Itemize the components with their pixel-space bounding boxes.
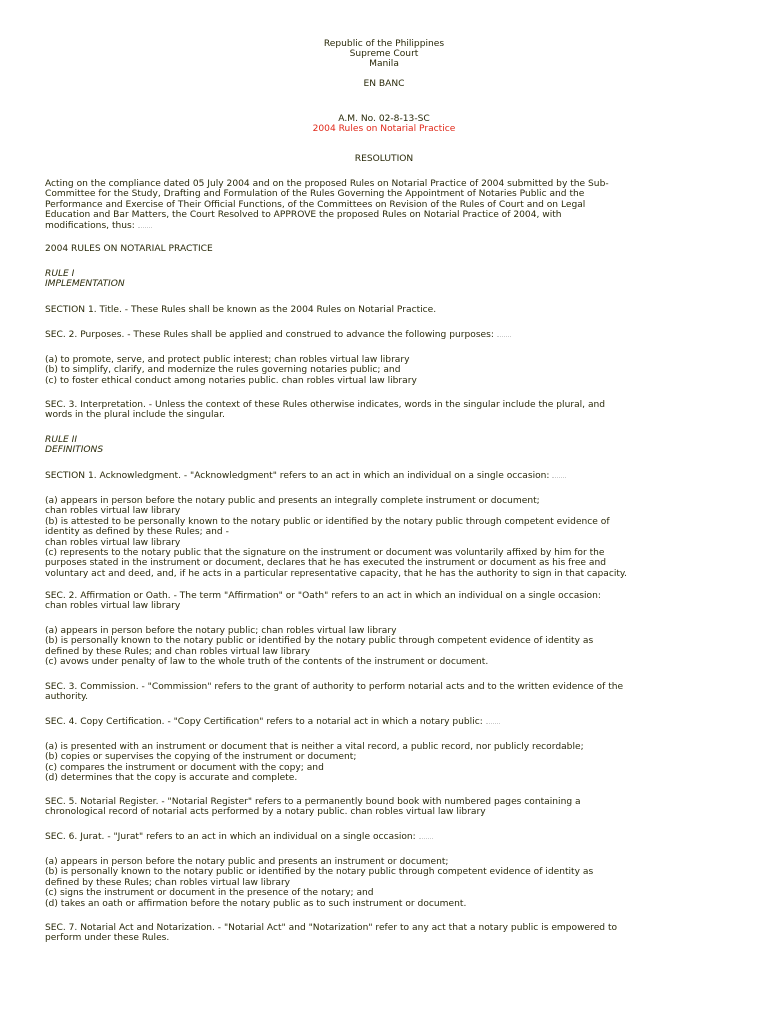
header-manila: Manila <box>369 59 399 69</box>
rules-heading: 2004 RULES ON NOTARIAL PRACTICE <box>45 244 213 254</box>
rule2-section-5: SEC. 5. Notarial Register. - "Notarial Register" refers to a permanently bound book with numbered pages containing a chronological record of notarial acts performed by a notary public. chan robles virtual law library <box>45 797 581 818</box>
inline-dots <box>486 722 500 724</box>
intro-paragraph: Acting on the compliance dated 05 July 2004 and on the proposed Rules on Notarial Practice of 2004 submitted by the Sub- Committee for the Study, Drafting and Formulation of the Rules Governing the Appointment of Notaries Public and the Performance and Exercise of Their Official Functions, of the Committees on Revision of the Rules of Court and on Legal Education and Bar Matters, the Court Resolved to APPROVE the proposed Rules on Notarial Practice of 2004, with modifications, thus: <box>45 179 609 231</box>
rule2-section-6-items: (a) appears in person before the notary public and presents an instrument or document; (b) is personally known to the notary public or identified by the notary public through competent evidence of identity as defined by these Rules; chan robles virtual law library (c) signs the instrument or document in the presence of the notary; and (d) takes an oath or affirmation before the notary public as to such instrument or document. <box>45 857 594 909</box>
header-republic: Republic of the Philippines <box>323 39 445 49</box>
rule-2-title: DEFINITIONS <box>45 445 104 455</box>
inline-dots <box>552 476 566 478</box>
rule1-section-1: SECTION 1. Title. - These Rules shall be known as the 2004 Rules on Notarial Practice. <box>45 305 437 315</box>
rule2-section-3: SEC. 3. Commission. - "Commission" refers to the grant of authority to perform notarial acts and to the written evidence of the authority. <box>45 682 624 703</box>
resolution-heading: RESOLUTION <box>354 154 414 164</box>
document-title: 2004 Rules on Notarial Practice <box>312 124 456 134</box>
rule2-section-1: SECTION 1. Acknowledgment. - "Acknowledgment" refers to an act in which an individual on a single occasion: <box>45 471 721 481</box>
rule2-section-6: SEC. 6. Jurat. - "Jurat" refers to an act in which an individual on a single occasion: <box>45 832 721 842</box>
rule2-section-4-items: (a) is presented with an instrument or document that is neither a vital record, a public record, nor publicly recordable; (b) copies or supervises the copying of the instrument or document; (c) compares the instrument or document with the copy; and (d) determines that the copy is accurate and complete. <box>45 742 584 784</box>
rule1-section-2-items: (a) to promote, serve, and protect public interest; chan robles virtual law library (b) to simplify, clarify, and modernize the rules governing notaries public; and (c) to foster ethical conduct among notaries public. chan robles virtual law library <box>45 355 417 386</box>
inline-dots <box>497 335 511 337</box>
rule2-section-1-items: (a) appears in person before the notary public and presents an integrally complete instrument or document; chan robles virtual law library (b) is attested to be personally known to the notary public or identified by the notary public through competent evidence of identity as defined by these Rules; and - chan robles virtual law library (c) represents to the notary public that the signature on the instrument or document was voluntarily affixed by him for the purposes stated in the instrument or document, declares that he has executed the instrument or document as his free and voluntary act and deed, and, if he acts in a particular representative capacity, that he has the authority to sign in that capacity. <box>45 496 627 579</box>
en-banc-label: EN BANC <box>363 79 405 89</box>
rule2-section-7: SEC. 7. Notarial Act and Notarization. - "Notarial Act" and "Notarization" refer to any act that a notary public is empowered to perform under these Rules. <box>45 923 618 944</box>
rule2-section-4: SEC. 4. Copy Certification. - "Copy Certification" refers to a notarial act in which a notary public: <box>45 717 721 727</box>
rule2-section-2: SEC. 2. Affirmation or Oath. - The term "Affirmation" or "Oath" refers to an act in which an individual on a single occasion: chan robles virtual law library <box>45 591 601 612</box>
rule-2-label: RULE II <box>45 435 78 445</box>
rule-1-label: RULE I <box>45 269 75 279</box>
rule1-section-3: SEC. 3. Interpretation. - Unless the context of these Rules otherwise indicates, words in the singular include the plural, and words in the plural include the singular. <box>45 400 606 421</box>
rule2-section-2-items: (a) appears in person before the notary public; chan robles virtual law library (b) is personally known to the notary public or identified by the notary public through competent evidence of identity as defined by these Rules; and chan robles virtual law library (c) avows under penalty of law to the whole truth of the contents of the instrument or document. <box>45 626 594 668</box>
header-supreme-court: Supreme Court <box>349 49 419 59</box>
am-number: A.M. No. 02-8-13-SC <box>338 114 430 124</box>
rule1-section-2: SEC. 2. Purposes. - These Rules shall be applied and construed to advance the following purposes: <box>45 330 721 340</box>
inline-dots <box>138 226 152 228</box>
rule-1-title: IMPLEMENTATION <box>45 279 125 289</box>
inline-dots <box>419 837 433 839</box>
